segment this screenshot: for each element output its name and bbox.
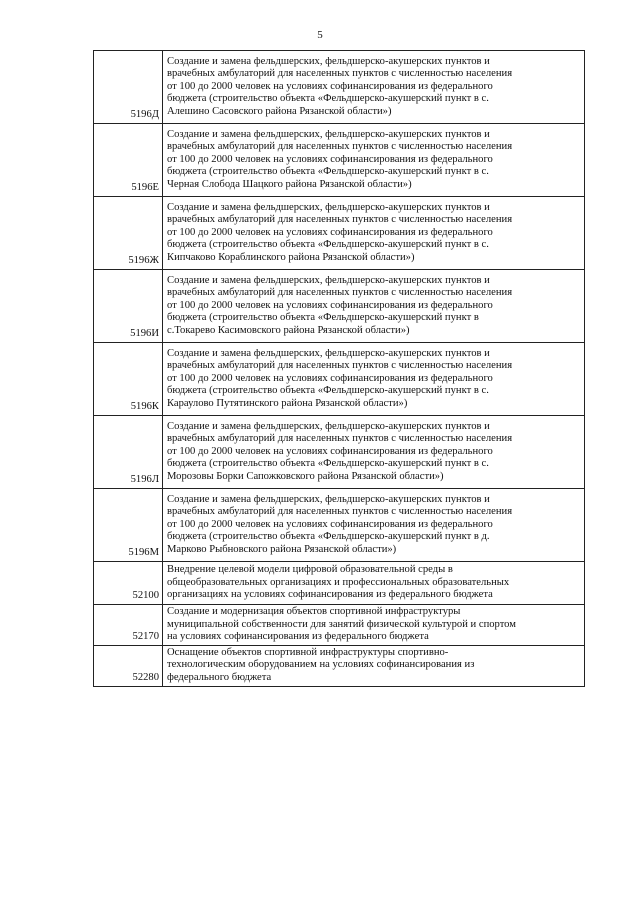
description-line: бюджета (строительство объекта «Фельдшерско-акушерский пункт в [167,312,479,324]
description-line: Создание и замена фельдшерских, фельдшерско-акушерских пунктов и [167,201,490,213]
description-line: Создание и замена фельдшерских, фельдшерско-акушерских пунктов и [167,128,490,140]
description-line: Караулово Путятинского района Рязанской области») [167,397,408,409]
description-line: бюджета (строительство объекта «Фельдшерско-акушерский пункт в с. [167,458,489,470]
code-cell: 5196Ж [94,197,163,270]
description-cell [163,416,585,489]
description-line: Черная Слобода Шацкого района Рязанской области») [167,178,412,190]
table-row [94,489,585,562]
description-line: Оснащение объектов спортивной инфраструктуры спортивно- [167,646,449,658]
description-line: от 100 до 2000 человек на условиях софинансирования из федерального [167,226,493,238]
code-cell: 5196Л [94,416,163,489]
table-row [94,343,585,416]
description-line: Создание и замена фельдшерских, фельдшерско-акушерских пунктов и [167,420,490,432]
description-cell [163,124,585,197]
table-row [94,562,585,605]
table-row [94,605,585,646]
description-line: врачебных амбулаторий для населенных пунктов с численностью населения [167,287,513,299]
description-line: врачебных амбулаторий для населенных пунктов с численностью населения [167,214,513,226]
description-line: бюджета (строительство объекта «Фельдшерско-акушерский пункт в с. [167,166,489,178]
description-line: организациях на условиях софинансирования из федерального бюджета [167,589,493,601]
description-line: врачебных амбулаторий для населенных пунктов с численностью населения [167,360,513,372]
description-line: бюджета (строительство объекта «Фельдшерско-акушерский пункт в д. [167,531,490,543]
description-line: от 100 до 2000 человек на условиях софинансирования из федерального [167,518,493,530]
description-cell [163,197,585,270]
description-line: Кипчаково Кораблинского района Рязанской области») [167,251,415,263]
description-line: Создание и замена фельдшерских, фельдшерско-акушерских пунктов и [167,493,490,505]
description-line: врачебных амбулаторий для населенных пунктов с численностью населения [167,506,513,518]
description-line: Алешино Сасовского района Рязанской области») [167,105,392,117]
description-line: Морозовы Борки Сапожковского района Рязанской области») [167,470,444,482]
table-row [94,270,585,343]
description-line: Марково Рыбновского района Рязанской области») [167,543,397,555]
description-line: технологическим оборудованием на условиях софинансирования из [167,659,475,671]
description-line: от 100 до 2000 человек на условиях софинансирования из федерального [167,372,493,384]
description-line: бюджета (строительство объекта «Фельдшерско-акушерский пункт в с. [167,385,489,397]
table-row [94,124,585,197]
description-cell [163,51,585,124]
description-line: бюджета (строительство объекта «Фельдшерско-акушерский пункт в с. [167,93,489,105]
code-cell: 52280 [94,645,163,686]
description-line: общеобразовательных организациях и профессиональных образовательных [167,576,510,588]
description-line: врачебных амбулаторий для населенных пунктов с численностью населения [167,141,513,153]
description-line: от 100 до 2000 человек на условиях софинансирования из федерального [167,299,493,311]
description-cell [163,489,585,562]
page-number: 5 [317,29,323,41]
table-row [94,197,585,270]
description-line: с.Токарево Касимовского района Рязанской области») [167,324,410,336]
description-line: врачебных амбулаторий для населенных пунктов с численностью населения [167,68,513,80]
description-cell [163,270,585,343]
description-line: Создание и замена фельдшерских, фельдшерско-акушерских пунктов и [167,274,490,286]
description-line: Создание и замена фельдшерских, фельдшерско-акушерских пунктов и [167,55,490,67]
description-cell [163,562,585,605]
budget-codes-table [93,50,585,687]
description-line: на условиях софинансирования из федерального бюджета [167,631,429,643]
description-cell [163,605,585,646]
description-cell [163,343,585,416]
code-cell: 5196М [94,489,163,562]
description-line: от 100 до 2000 человек на условиях софинансирования из федерального [167,153,493,165]
code-cell: 5196К [94,343,163,416]
code-cell: 5196Д [94,51,163,124]
table-row [94,645,585,686]
description-line: федерального бюджета [167,671,272,683]
description-line: бюджета (строительство объекта «Фельдшерско-акушерский пункт в с. [167,239,489,251]
description-cell [163,645,585,686]
description-line: муниципальной собственности для занятий физической культурой и спортом [167,618,516,630]
table-row [94,416,585,489]
description-line: Создание и модернизация объектов спортивной инфраструктуры [167,606,461,617]
table-row [94,51,585,124]
description-line: от 100 до 2000 человек на условиях софинансирования из федерального [167,445,493,457]
description-line: врачебных амбулаторий для населенных пунктов с численностью населения [167,433,513,445]
description-line: от 100 до 2000 человек на условиях софинансирования из федерального [167,80,493,92]
description-line: Создание и замена фельдшерских, фельдшерско-акушерских пунктов и [167,347,490,359]
code-cell: 52100 [94,562,163,605]
code-cell: 5196Е [94,124,163,197]
description-line: Внедрение целевой модели цифровой образовательной среды в [167,564,453,576]
code-cell: 52170 [94,605,163,646]
code-cell: 5196И [94,270,163,343]
